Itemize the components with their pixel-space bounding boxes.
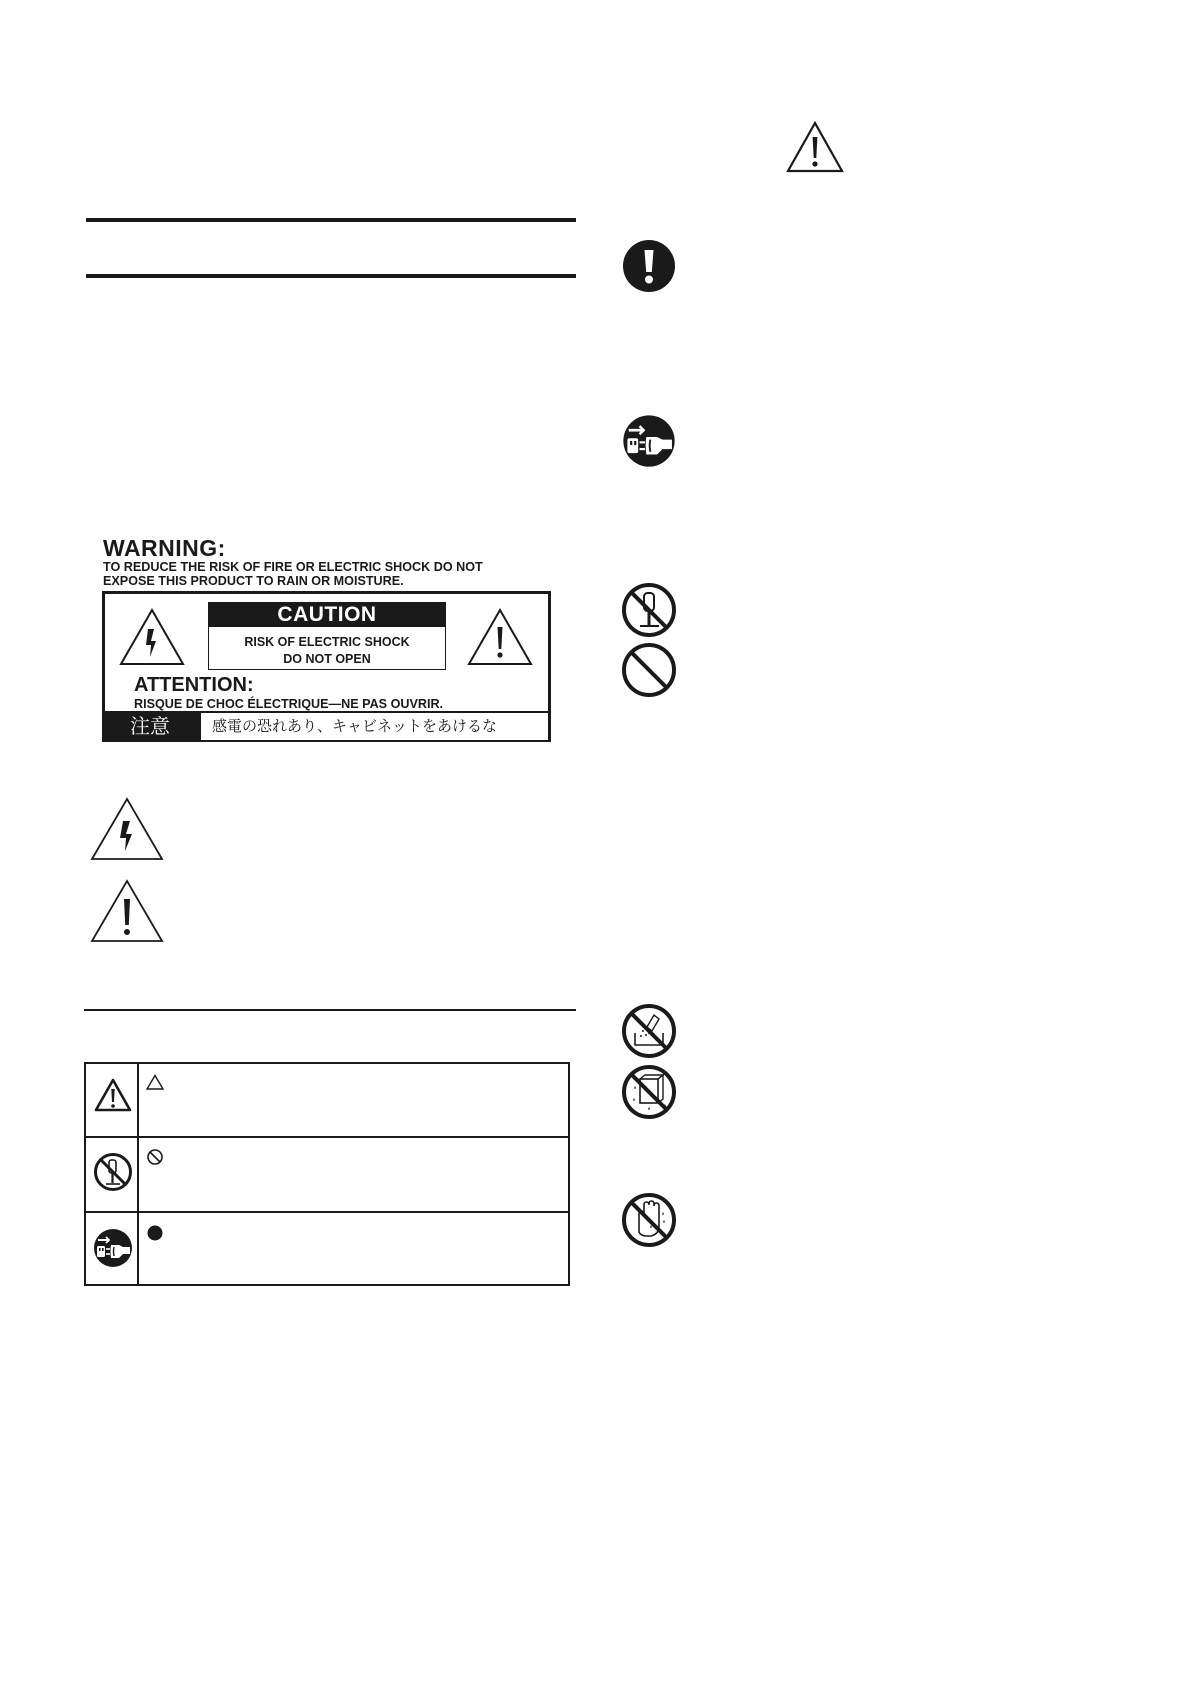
lightning-triangle-icon (90, 797, 164, 861)
warning-line-1: TO REDUCE THE RISK OF FIRE OR ELECTRIC SHOCK DO NOT (103, 560, 483, 574)
no-water-icon (621, 1003, 677, 1059)
warning-title: WARNING: (103, 535, 226, 561)
caution-title: CAUTION (209, 603, 445, 627)
lightning-triangle-icon (118, 607, 186, 667)
attention-line: RISQUE DE CHOC ÉLECTRIQUE—NE PAS OUVRIR. (134, 697, 444, 711)
no-disassemble-icon (621, 582, 677, 638)
unplug-power-icon (622, 414, 676, 468)
no-wet-hands-icon (621, 1192, 677, 1248)
caution-box (208, 602, 446, 670)
section-divider (84, 1009, 576, 1011)
warning-triangle-icon (785, 120, 845, 174)
symbol-legend-table (84, 1062, 570, 1286)
attention-title: ATTENTION: (134, 674, 254, 696)
unplug-power-icon (93, 1228, 133, 1268)
caution-line-1: RISK OF ELECTRIC SHOCK (244, 635, 410, 649)
table-column-divider (137, 1064, 139, 1284)
small-triangle-icon (146, 1074, 164, 1090)
table-row-divider (86, 1211, 568, 1213)
small-prohibited-icon (146, 1148, 164, 1166)
japanese-warning-text: 感電の恐れあり、キャビネットをあけるな (201, 713, 548, 740)
warning-triangle-icon (466, 607, 534, 667)
warning-line-2: EXPOSE THIS PRODUCT TO RAIN OR MOISTURE. (103, 574, 404, 588)
warning-triangle-icon (90, 879, 164, 943)
prohibited-icon (621, 642, 677, 698)
no-moisture-icon (621, 1064, 677, 1120)
section-rule-bottom (86, 274, 576, 278)
no-disassemble-icon (93, 1152, 133, 1192)
japanese-warning-bar (102, 711, 551, 742)
caution-line-2: DO NOT OPEN (283, 652, 371, 666)
section-rule-top (86, 218, 576, 222)
small-mandatory-dot-icon (146, 1224, 164, 1242)
table-row-divider (86, 1136, 568, 1138)
warning-triangle-icon (94, 1078, 132, 1112)
mandatory-exclamation-icon (622, 239, 676, 293)
japanese-caution-word: 注意 (130, 714, 170, 738)
